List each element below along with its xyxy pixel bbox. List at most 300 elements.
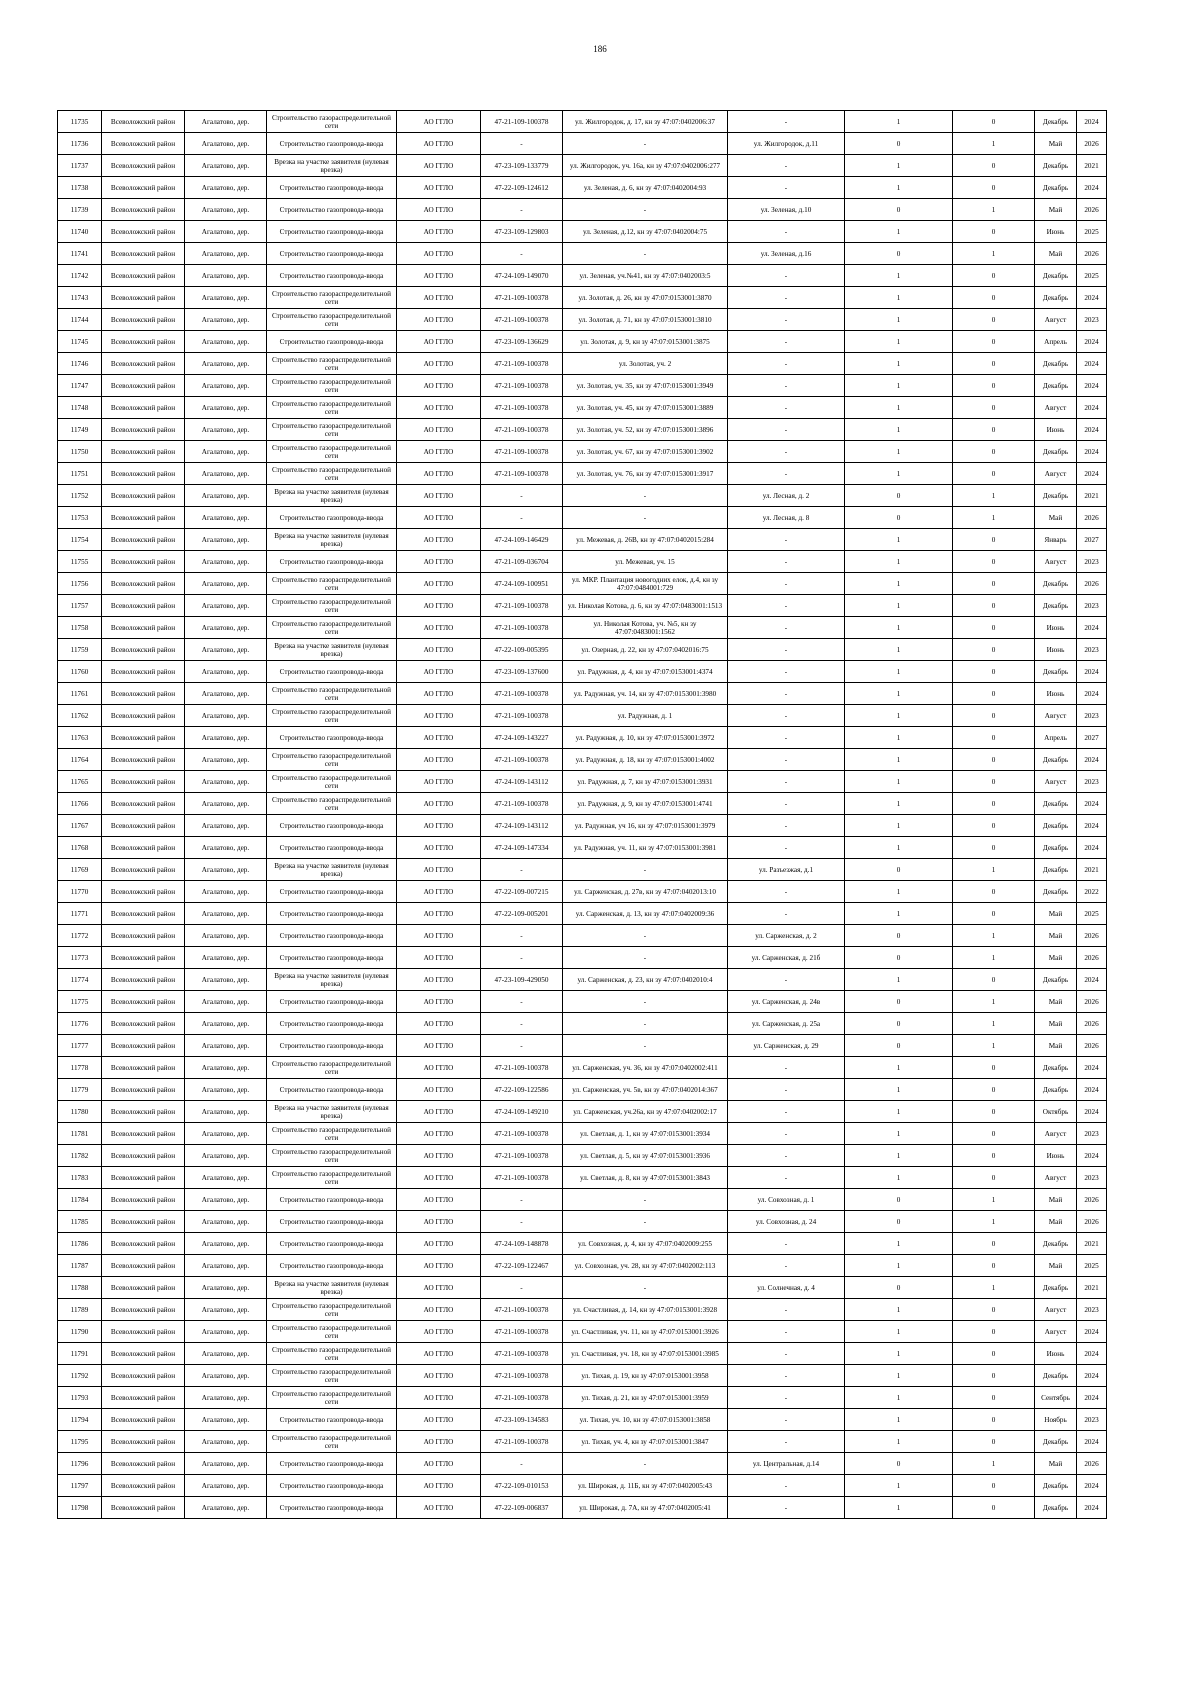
cell-locality: Агалатово, дер. xyxy=(185,573,267,595)
cell-count-a: 0 xyxy=(845,485,953,507)
cell-application-number: 47-24-109-100951 xyxy=(481,573,563,595)
cell-locality: Агалатово, дер. xyxy=(185,837,267,859)
cell-month: Декабрь xyxy=(1035,155,1077,177)
cell-address: - xyxy=(728,595,845,617)
cell-year: 2024 xyxy=(1077,397,1107,419)
cell-district: Всеволожский район xyxy=(102,661,185,683)
cell-operator: АО ГГЛО xyxy=(397,287,481,309)
cell-operator: АО ГГЛО xyxy=(397,111,481,133)
cell-work-type: Строительство газопровода-ввода xyxy=(267,1255,397,1277)
cell-operator: АО ГГЛО xyxy=(397,617,481,639)
cell-locality: Агалатово, дер. xyxy=(185,991,267,1013)
cell-locality: Агалатово, дер. xyxy=(185,1277,267,1299)
table-row xyxy=(58,485,1107,507)
table-row xyxy=(58,1387,1107,1409)
table-row xyxy=(58,1365,1107,1387)
cell-row-number: 11778 xyxy=(58,1057,102,1079)
cell-address-cadastral: ул. Золотая, д. 26, кн зу 47:07:0153001:3870 xyxy=(563,287,728,309)
cell-year: 2023 xyxy=(1077,705,1107,727)
cell-count-b: 1 xyxy=(953,1453,1035,1475)
cell-operator: АО ГГЛО xyxy=(397,375,481,397)
cell-row-number: 11736 xyxy=(58,133,102,155)
cell-year: 2024 xyxy=(1077,683,1107,705)
cell-district: Всеволожский район xyxy=(102,1453,185,1475)
cell-address: - xyxy=(728,749,845,771)
table-row xyxy=(58,375,1107,397)
cell-application-number: 47-23-109-129803 xyxy=(481,221,563,243)
cell-month: Декабрь xyxy=(1035,485,1077,507)
cell-row-number: 11768 xyxy=(58,837,102,859)
cell-district: Всеволожский район xyxy=(102,463,185,485)
cell-year: 2024 xyxy=(1077,1079,1107,1101)
cell-locality: Агалатово, дер. xyxy=(185,1431,267,1453)
cell-application-number: 47-24-109-143112 xyxy=(481,815,563,837)
cell-locality: Агалатово, дер. xyxy=(185,859,267,881)
cell-application-number: 47-21-109-100378 xyxy=(481,595,563,617)
cell-row-number: 11783 xyxy=(58,1167,102,1189)
cell-month: Август xyxy=(1035,309,1077,331)
cell-month: Май xyxy=(1035,1255,1077,1277)
cell-count-b: 0 xyxy=(953,969,1035,991)
cell-work-type: Строительство газопровода-ввода xyxy=(267,925,397,947)
cell-locality: Агалатово, дер. xyxy=(185,969,267,991)
cell-address-cadastral: ул. МКР. Плантация новогодних елок, д.4, кн зу 47:07:0484001:729 xyxy=(563,573,728,595)
cell-year: 2023 xyxy=(1077,309,1107,331)
cell-count-b: 0 xyxy=(953,1431,1035,1453)
cell-district: Всеволожский район xyxy=(102,529,185,551)
cell-address: ул. Лесная, д. 8 xyxy=(728,507,845,529)
cell-month: Август xyxy=(1035,463,1077,485)
cell-application-number: - xyxy=(481,991,563,1013)
cell-year: 2026 xyxy=(1077,133,1107,155)
cell-operator: АО ГГЛО xyxy=(397,1475,481,1497)
table-row xyxy=(58,1475,1107,1497)
cell-address: - xyxy=(728,529,845,551)
cell-address-cadastral: ул. Радужная, д. 10, кн зу 47:07:0153001:3972 xyxy=(563,727,728,749)
cell-year: 2026 xyxy=(1077,991,1107,1013)
cell-application-number: - xyxy=(481,1453,563,1475)
cell-year: 2024 xyxy=(1077,1475,1107,1497)
cell-address: - xyxy=(728,397,845,419)
cell-application-number: 47-24-109-147334 xyxy=(481,837,563,859)
cell-count-a: 1 xyxy=(845,1387,953,1409)
cell-count-a: 1 xyxy=(845,155,953,177)
cell-locality: Агалатово, дер. xyxy=(185,1211,267,1233)
cell-application-number: 47-24-109-146429 xyxy=(481,529,563,551)
cell-work-type: Строительство газопровода-ввода xyxy=(267,727,397,749)
cell-district: Всеволожский район xyxy=(102,419,185,441)
cell-year: 2021 xyxy=(1077,1277,1107,1299)
cell-count-b: 0 xyxy=(953,595,1035,617)
table-row xyxy=(58,1123,1107,1145)
cell-application-number: 47-22-109-122467 xyxy=(481,1255,563,1277)
cell-operator: АО ГГЛО xyxy=(397,661,481,683)
cell-address: ул. Сарженская, д. 25а xyxy=(728,1013,845,1035)
table-row xyxy=(58,155,1107,177)
cell-work-type: Строительство газораспределительной сети xyxy=(267,463,397,485)
cell-work-type: Строительство газопровода-ввода xyxy=(267,903,397,925)
cell-operator: АО ГГЛО xyxy=(397,1167,481,1189)
cell-year: 2024 xyxy=(1077,793,1107,815)
cell-count-a: 0 xyxy=(845,1277,953,1299)
cell-month: Август xyxy=(1035,1321,1077,1343)
cell-count-a: 0 xyxy=(845,133,953,155)
cell-operator: АО ГГЛО xyxy=(397,441,481,463)
table-row xyxy=(58,793,1107,815)
cell-row-number: 11784 xyxy=(58,1189,102,1211)
cell-count-b: 1 xyxy=(953,199,1035,221)
cell-count-b: 0 xyxy=(953,1299,1035,1321)
cell-row-number: 11747 xyxy=(58,375,102,397)
cell-district: Всеволожский район xyxy=(102,1167,185,1189)
cell-address-cadastral: ул. Радужная, уч. 11, кн зу 47:07:0153001:3981 xyxy=(563,837,728,859)
cell-work-type: Строительство газопровода-ввода xyxy=(267,815,397,837)
cell-row-number: 11755 xyxy=(58,551,102,573)
cell-work-type: Строительство газопровода-ввода xyxy=(267,1013,397,1035)
cell-work-type: Строительство газораспределительной сети xyxy=(267,441,397,463)
cell-work-type: Строительство газопровода-ввода xyxy=(267,133,397,155)
cell-row-number: 11757 xyxy=(58,595,102,617)
cell-count-a: 1 xyxy=(845,617,953,639)
cell-district: Всеволожский район xyxy=(102,1123,185,1145)
cell-month: Май xyxy=(1035,1035,1077,1057)
cell-locality: Агалатово, дер. xyxy=(185,617,267,639)
cell-count-a: 1 xyxy=(845,1123,953,1145)
cell-count-a: 1 xyxy=(845,1321,953,1343)
cell-count-b: 1 xyxy=(953,991,1035,1013)
cell-address-cadastral: ул. Жилгородок, уч. 16а, кн зу 47:07:0402006:277 xyxy=(563,155,728,177)
cell-address: - xyxy=(728,419,845,441)
cell-address-cadastral: ул. Золотая, д. 71, кн зу 47:07:0153001:3810 xyxy=(563,309,728,331)
cell-address: - xyxy=(728,1497,845,1519)
cell-locality: Агалатово, дер. xyxy=(185,353,267,375)
cell-address-cadastral: ул. Золотая, уч. 52, кн зу 47:07:0153001:3896 xyxy=(563,419,728,441)
cell-month: Декабрь xyxy=(1035,1277,1077,1299)
cell-district: Всеволожский район xyxy=(102,1079,185,1101)
cell-address: - xyxy=(728,617,845,639)
cell-application-number: 47-21-109-100378 xyxy=(481,749,563,771)
table-row xyxy=(58,573,1107,595)
cell-operator: АО ГГЛО xyxy=(397,771,481,793)
cell-count-b: 1 xyxy=(953,485,1035,507)
cell-count-a: 0 xyxy=(845,1035,953,1057)
cell-work-type: Строительство газопровода-ввода xyxy=(267,265,397,287)
table-row xyxy=(58,639,1107,661)
cell-locality: Агалатово, дер. xyxy=(185,1189,267,1211)
cell-address-cadastral: - xyxy=(563,1035,728,1057)
cell-count-a: 1 xyxy=(845,287,953,309)
cell-address: - xyxy=(728,155,845,177)
cell-row-number: 11765 xyxy=(58,771,102,793)
cell-count-a: 1 xyxy=(845,1475,953,1497)
cell-row-number: 11762 xyxy=(58,705,102,727)
cell-application-number: 47-21-109-100378 xyxy=(481,463,563,485)
cell-address-cadastral: ул. Радужная, д. 9, кн зу 47:07:0153001:4741 xyxy=(563,793,728,815)
cell-application-number: - xyxy=(481,1013,563,1035)
cell-address-cadastral: - xyxy=(563,243,728,265)
cell-row-number: 11742 xyxy=(58,265,102,287)
cell-work-type: Строительство газопровода-ввода xyxy=(267,1453,397,1475)
cell-work-type: Строительство газораспределительной сети xyxy=(267,1167,397,1189)
cell-address: - xyxy=(728,1255,845,1277)
cell-month: Декабрь xyxy=(1035,749,1077,771)
cell-address: ул. Лесная, д. 2 xyxy=(728,485,845,507)
cell-work-type: Строительство газораспределительной сети xyxy=(267,1123,397,1145)
cell-count-b: 0 xyxy=(953,1387,1035,1409)
cell-count-b: 0 xyxy=(953,331,1035,353)
cell-month: Май xyxy=(1035,133,1077,155)
cell-count-a: 1 xyxy=(845,441,953,463)
cell-work-type: Строительство газопровода-ввода xyxy=(267,881,397,903)
cell-operator: АО ГГЛО xyxy=(397,1057,481,1079)
cell-operator: АО ГГЛО xyxy=(397,1101,481,1123)
cell-district: Всеволожский район xyxy=(102,1409,185,1431)
table-row xyxy=(58,947,1107,969)
cell-locality: Агалатово, дер. xyxy=(185,815,267,837)
cell-district: Всеволожский район xyxy=(102,1189,185,1211)
cell-month: Июнь xyxy=(1035,221,1077,243)
cell-locality: Агалатово, дер. xyxy=(185,177,267,199)
cell-count-a: 0 xyxy=(845,991,953,1013)
cell-count-b: 0 xyxy=(953,309,1035,331)
table-row xyxy=(58,1057,1107,1079)
cell-count-b: 0 xyxy=(953,683,1035,705)
cell-application-number: - xyxy=(481,243,563,265)
cell-count-b: 0 xyxy=(953,837,1035,859)
cell-locality: Агалатово, дер. xyxy=(185,749,267,771)
cell-work-type: Строительство газораспределительной сети xyxy=(267,1145,397,1167)
cell-operator: АО ГГЛО xyxy=(397,969,481,991)
cell-year: 2023 xyxy=(1077,595,1107,617)
cell-work-type: Строительство газораспределительной сети xyxy=(267,1343,397,1365)
cell-count-b: 0 xyxy=(953,793,1035,815)
cell-count-b: 0 xyxy=(953,1497,1035,1519)
table-row xyxy=(58,441,1107,463)
cell-district: Всеволожский район xyxy=(102,881,185,903)
cell-row-number: 11788 xyxy=(58,1277,102,1299)
cell-locality: Агалатово, дер. xyxy=(185,727,267,749)
cell-address-cadastral: - xyxy=(563,199,728,221)
cell-count-b: 1 xyxy=(953,1277,1035,1299)
cell-address: - xyxy=(728,969,845,991)
cell-district: Всеволожский район xyxy=(102,969,185,991)
cell-count-a: 1 xyxy=(845,969,953,991)
cell-count-a: 1 xyxy=(845,881,953,903)
cell-month: Июнь xyxy=(1035,1343,1077,1365)
cell-address-cadastral: ул. Сарженская, д. 23, кн зу 47:07:0402010:4 xyxy=(563,969,728,991)
cell-locality: Агалатово, дер. xyxy=(185,1145,267,1167)
cell-count-a: 1 xyxy=(845,793,953,815)
cell-locality: Агалатово, дер. xyxy=(185,1255,267,1277)
cell-operator: АО ГГЛО xyxy=(397,155,481,177)
cell-application-number: - xyxy=(481,133,563,155)
cell-month: Декабрь xyxy=(1035,815,1077,837)
cell-address-cadastral: ул. Тихая, д. 21, кн зу 47:07:0153001:3959 xyxy=(563,1387,728,1409)
cell-address: - xyxy=(728,1123,845,1145)
cell-operator: АО ГГЛО xyxy=(397,199,481,221)
cell-count-a: 1 xyxy=(845,1057,953,1079)
cell-year: 2024 xyxy=(1077,815,1107,837)
cell-count-b: 0 xyxy=(953,1409,1035,1431)
cell-operator: АО ГГЛО xyxy=(397,177,481,199)
table-row xyxy=(58,661,1107,683)
cell-year: 2025 xyxy=(1077,265,1107,287)
table-row xyxy=(58,1497,1107,1519)
cell-year: 2027 xyxy=(1077,727,1107,749)
cell-application-number: 47-21-109-100378 xyxy=(481,1321,563,1343)
cell-year: 2024 xyxy=(1077,1101,1107,1123)
cell-address-cadastral: ул. Широкая, д. 7А, кн зу 47:07:0402005:41 xyxy=(563,1497,728,1519)
cell-month: Декабрь xyxy=(1035,111,1077,133)
cell-count-b: 0 xyxy=(953,705,1035,727)
cell-count-b: 0 xyxy=(953,1167,1035,1189)
cell-month: Декабрь xyxy=(1035,1497,1077,1519)
cell-operator: АО ГГЛО xyxy=(397,991,481,1013)
cell-row-number: 11792 xyxy=(58,1365,102,1387)
cell-operator: АО ГГЛО xyxy=(397,485,481,507)
cell-row-number: 11745 xyxy=(58,331,102,353)
cell-address: - xyxy=(728,375,845,397)
cell-work-type: Строительство газопровода-ввода xyxy=(267,1035,397,1057)
cell-month: Декабрь xyxy=(1035,573,1077,595)
cell-year: 2022 xyxy=(1077,881,1107,903)
cell-count-a: 0 xyxy=(845,1013,953,1035)
cell-year: 2027 xyxy=(1077,529,1107,551)
cell-count-b: 0 xyxy=(953,749,1035,771)
cell-application-number: - xyxy=(481,1211,563,1233)
cell-district: Всеволожский район xyxy=(102,111,185,133)
cell-operator: АО ГГЛО xyxy=(397,309,481,331)
cell-operator: АО ГГЛО xyxy=(397,925,481,947)
cell-application-number: 47-21-109-100378 xyxy=(481,287,563,309)
cell-district: Всеволожский район xyxy=(102,177,185,199)
table-row xyxy=(58,969,1107,991)
cell-application-number: 47-21-109-100378 xyxy=(481,683,563,705)
cell-locality: Агалатово, дер. xyxy=(185,485,267,507)
cell-month: Апрель xyxy=(1035,727,1077,749)
cell-locality: Агалатово, дер. xyxy=(185,947,267,969)
cell-month: Декабрь xyxy=(1035,837,1077,859)
cell-month: Декабрь xyxy=(1035,441,1077,463)
cell-row-number: 11753 xyxy=(58,507,102,529)
cell-locality: Агалатово, дер. xyxy=(185,529,267,551)
cell-operator: АО ГГЛО xyxy=(397,1497,481,1519)
cell-operator: АО ГГЛО xyxy=(397,1343,481,1365)
cell-count-b: 0 xyxy=(953,1079,1035,1101)
cell-district: Всеволожский район xyxy=(102,573,185,595)
cell-address: - xyxy=(728,287,845,309)
cell-month: Май xyxy=(1035,1453,1077,1475)
cell-count-a: 0 xyxy=(845,925,953,947)
cell-row-number: 11793 xyxy=(58,1387,102,1409)
cell-row-number: 11770 xyxy=(58,881,102,903)
cell-application-number: 47-21-109-100378 xyxy=(481,1145,563,1167)
cell-count-a: 1 xyxy=(845,1145,953,1167)
cell-district: Всеволожский район xyxy=(102,1145,185,1167)
cell-month: Апрель xyxy=(1035,331,1077,353)
cell-address: - xyxy=(728,903,845,925)
cell-row-number: 11751 xyxy=(58,463,102,485)
cell-count-b: 0 xyxy=(953,155,1035,177)
cell-locality: Агалатово, дер. xyxy=(185,397,267,419)
cell-month: Декабрь xyxy=(1035,969,1077,991)
cell-work-type: Врезка на участке заявителя (нулевая врезка) xyxy=(267,1277,397,1299)
cell-year: 2026 xyxy=(1077,1211,1107,1233)
cell-address-cadastral: - xyxy=(563,947,728,969)
cell-application-number: 47-21-109-100378 xyxy=(481,1167,563,1189)
cell-address-cadastral: ул. Радужная, д. 18, кн зу 47:07:0153001:4002 xyxy=(563,749,728,771)
cell-row-number: 11740 xyxy=(58,221,102,243)
cell-work-type: Врезка на участке заявителя (нулевая врезка) xyxy=(267,639,397,661)
cell-work-type: Строительство газопровода-ввода xyxy=(267,551,397,573)
cell-address-cadastral: ул. Широкая, д. 11Б, кн зу 47:07:0402005:43 xyxy=(563,1475,728,1497)
cell-operator: АО ГГЛО xyxy=(397,1409,481,1431)
cell-count-a: 1 xyxy=(845,309,953,331)
cell-application-number: 47-23-109-133779 xyxy=(481,155,563,177)
cell-address-cadastral: ул. Зеленая, уч.№41, кн зу 47:07:0402003:5 xyxy=(563,265,728,287)
cell-locality: Агалатово, дер. xyxy=(185,1233,267,1255)
cell-address: ул. Сарженская, д. 2 xyxy=(728,925,845,947)
cell-month: Декабрь xyxy=(1035,287,1077,309)
table-row xyxy=(58,309,1107,331)
cell-address: - xyxy=(728,1475,845,1497)
cell-locality: Агалатово, дер. xyxy=(185,155,267,177)
cell-work-type: Строительство газораспределительной сети xyxy=(267,375,397,397)
cell-application-number: 47-21-109-100378 xyxy=(481,1343,563,1365)
cell-row-number: 11794 xyxy=(58,1409,102,1431)
cell-count-a: 0 xyxy=(845,1189,953,1211)
table-row xyxy=(58,419,1107,441)
cell-application-number: 47-21-109-036704 xyxy=(481,551,563,573)
cell-count-b: 1 xyxy=(953,947,1035,969)
cell-address: - xyxy=(728,221,845,243)
cell-address: - xyxy=(728,705,845,727)
cell-application-number: 47-24-109-149070 xyxy=(481,265,563,287)
cell-work-type: Строительство газопровода-ввода xyxy=(267,221,397,243)
cell-year: 2024 xyxy=(1077,331,1107,353)
cell-operator: АО ГГЛО xyxy=(397,1321,481,1343)
cell-count-b: 1 xyxy=(953,1189,1035,1211)
cell-address: ул. Сарженская, д. 29 xyxy=(728,1035,845,1057)
cell-count-b: 0 xyxy=(953,1255,1035,1277)
cell-count-b: 0 xyxy=(953,1123,1035,1145)
cell-count-b: 0 xyxy=(953,771,1035,793)
cell-address-cadastral: - xyxy=(563,485,728,507)
cell-row-number: 11756 xyxy=(58,573,102,595)
cell-district: Всеволожский район xyxy=(102,1277,185,1299)
cell-operator: АО ГГЛО xyxy=(397,529,481,551)
table-row xyxy=(58,595,1107,617)
cell-locality: Агалатово, дер. xyxy=(185,661,267,683)
cell-work-type: Строительство газопровода-ввода xyxy=(267,661,397,683)
cell-address-cadastral: - xyxy=(563,1277,728,1299)
cell-count-b: 1 xyxy=(953,925,1035,947)
cell-month: Май xyxy=(1035,1189,1077,1211)
table-row xyxy=(58,529,1107,551)
cell-district: Всеволожский район xyxy=(102,309,185,331)
cell-year: 2024 xyxy=(1077,463,1107,485)
cell-locality: Агалатово, дер. xyxy=(185,881,267,903)
cell-operator: АО ГГЛО xyxy=(397,1233,481,1255)
cell-row-number: 11796 xyxy=(58,1453,102,1475)
cell-district: Всеволожский район xyxy=(102,1101,185,1123)
cell-row-number: 11787 xyxy=(58,1255,102,1277)
cell-application-number: 47-23-109-136629 xyxy=(481,331,563,353)
cell-address: - xyxy=(728,1343,845,1365)
cell-application-number: 47-21-109-100378 xyxy=(481,375,563,397)
cell-address-cadastral: ул. Сарженская, д. 27в, кн зу 47:07:0402013:10 xyxy=(563,881,728,903)
table-row xyxy=(58,199,1107,221)
